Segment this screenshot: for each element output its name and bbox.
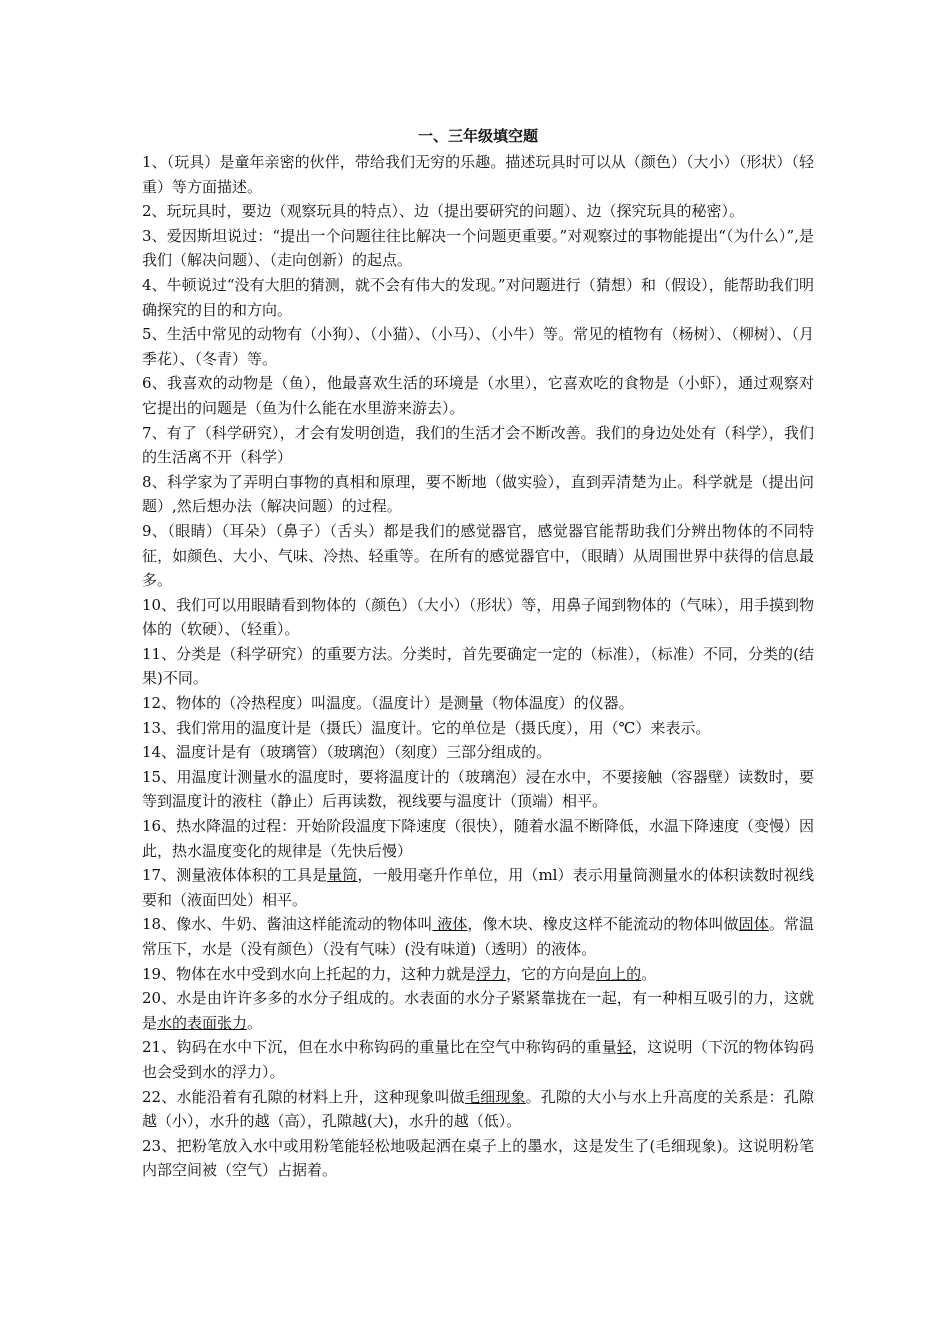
underlined-answer: 浮力 <box>476 964 507 983</box>
question-text: 。常温常压下，水是（没有颜色）（没有气味）(没有味道)（透明）的液体。 <box>142 915 814 958</box>
question-item <box>142 691 814 716</box>
question-text: 15、用温度计测量水的温度时，要将温度计的（玻璃泡）浸在水中，不要接触（容器壁）读数时，要等到温度计的液柱（静止）后再读数，视线要与温度计（顶端）相平。 <box>142 767 814 811</box>
question-text: 12、物体的（冷热程度）叫温度。（温度计）是测量（物体温度）的仪器。 <box>142 694 634 713</box>
question-item <box>142 322 814 371</box>
question-item <box>142 740 814 765</box>
question-item <box>142 470 814 519</box>
question-item <box>142 1035 814 1084</box>
question-text: ，像木块、橡皮这样不能流动的物体叫做 <box>467 915 739 934</box>
question-text: ，一般用毫升作单位，用（ml）表示用量筒测量水的体积读数时视线要和（液面凹处）相平。 <box>142 866 814 909</box>
question-text: 10、我们可以用眼睛看到物体的（颜色）（大小）（形状）等，用鼻子闻到物体的（气味），用手摸到物体的（软硬）、（轻重）。 <box>142 595 814 639</box>
question-item <box>142 642 814 691</box>
question-text: 5、生活中常见的动物有（小狗）、（小猫）、（小马）、（小牛）等。常见的植物有（杨树）、（柳树）、（月季花）、（冬青）等。 <box>142 325 814 368</box>
underlined-answer: 向上的 <box>596 964 642 983</box>
question-item <box>142 863 814 912</box>
question-text: 2、玩玩具时，要边（观察玩具的特点）、边（提出要研究的问题）、边（探究玩具的秘密）。 <box>142 202 745 221</box>
question-item <box>142 1085 814 1134</box>
question-item <box>142 1134 814 1183</box>
question-text: 4、牛顿说过“没有大胆的猜测，就不会有伟大的发现。”对问题进行（猜想）和（假设），能帮助我们明确探究的目的和方向。 <box>142 275 814 319</box>
underlined-answer: 水的表面张力 <box>157 1013 248 1032</box>
question-text: 7、有了（科学研究），才会有发明创造，我们的生活才会不断改善。我们的身边处处有（科学），我们的生活离不开（科学） <box>142 423 814 467</box>
page-title: 一、三年级填空题 <box>417 127 538 145</box>
question-item <box>142 912 814 961</box>
question-item <box>142 224 814 273</box>
underlined-answer: 轻 <box>616 1038 632 1057</box>
question-text: 。 <box>247 1013 263 1032</box>
question-text: 6、我喜欢的动物是（鱼），他最喜欢生活的环境是（水里），它喜欢吃的食物是（小虾），通过观察对它提出的问题是（鱼为什么能在水里游来游去）。 <box>142 374 814 417</box>
question-text: 14、温度计是有（玻璃管）（玻璃泡）（刻度）三部分组成的。 <box>142 743 552 762</box>
question-text: 23、把粉笔放入水中或用粉笔能轻松地吸起洒在桌子上的墨水，这是发生了(毛细现象)。这说明粉笔内部空间被（空气）占据着。 <box>142 1136 814 1180</box>
question-item <box>142 519 814 593</box>
question-text: 17、测量液体体积的工具是 <box>142 866 328 885</box>
question-item <box>142 986 814 1035</box>
question-list <box>142 150 814 1183</box>
underlined-answer: 固体 <box>738 915 769 934</box>
document-page <box>142 124 814 1183</box>
question-item <box>142 273 814 322</box>
question-item <box>142 371 814 420</box>
question-text: 18、像水、牛奶、酱油这样能流动的物体叫 <box>142 915 433 934</box>
question-text: 。 <box>641 964 657 983</box>
question-text: 3、爱因斯坦说过：“提出一个问题往往比解决一个问题更重要。”对观察过的事物能提出“（为什么）”,是我们（解决问题）、（走向创新）的起点。 <box>142 226 814 270</box>
question-item <box>142 814 814 863</box>
question-text: 11、分类是（科学研究）的重要方法。分类时，首先要确定一定的（标准），（标准）不同，分类的(结果)不同。 <box>142 644 814 688</box>
question-text: 。孔隙的大小与水上升高度的关系是：孔隙越（小），水升的越（高），孔隙越(大)，水升的越（低）。 <box>142 1087 814 1131</box>
question-text: 22、水能沿着有孔隙的材料上升，这种现象叫做 <box>142 1087 465 1106</box>
underlined-answer: 量筒 <box>327 866 358 885</box>
question-item <box>142 421 814 470</box>
question-text: ，这说明（下沉的物体钩码也会受到水的浮力）。 <box>142 1038 814 1081</box>
question-text: 21、钩码在水中下沉，但在水中称钩码的重量比在空气中称钩码的重量 <box>142 1038 617 1057</box>
question-text: 1、（玩具）是童年亲密的伙伴，带给我们无穷的乐趣。描述玩具时可以从（颜色）（大小）（形状）（轻重）等方面描述。 <box>142 153 814 196</box>
question-item <box>142 593 814 642</box>
question-text: 13、我们常用的温度计是（摄氏）温度计。它的单位是（摄氏度），用（℃）来表示。 <box>142 718 711 737</box>
question-text: 19、物体在水中受到水向上托起的力，这种力就是 <box>142 964 477 983</box>
question-item <box>142 765 814 814</box>
question-text: 8、科学家为了弄明白事物的真相和原理，要不断地（做实验），直到弄清楚为止。科学就是（提出问题）,然后想办法（解决问题）的过程。 <box>142 472 814 516</box>
question-item <box>142 150 814 199</box>
question-text: 9、（眼睛）（耳朵）（鼻子）（舌头）都是我们的感觉器官，感觉器官能帮助我们分辨出物体的不同特征，如颜色、大小、气味、冷热、轻重等。在所有的感觉器官中，（眼睛）从周围世界中获得的信息最多。 <box>142 521 814 590</box>
underlined-answer: 液体 <box>432 915 468 934</box>
question-text: 20、水是由许许多多的水分子组成的。水表面的水分子紧紧靠拢在一起，有一种相互吸引的力，这就是 <box>142 989 814 1032</box>
question-item <box>142 199 814 224</box>
question-item <box>142 962 814 987</box>
question-text: ，它的方向是 <box>506 964 597 983</box>
question-text: 16、热水降温的过程：开始阶段温度下降速度（很快），随着水温不断降低，水温下降速度（变慢）因此，热水温度变化的规律是（先快后慢） <box>142 817 814 860</box>
underlined-answer: 毛细现象 <box>464 1087 526 1106</box>
question-item <box>142 716 814 741</box>
